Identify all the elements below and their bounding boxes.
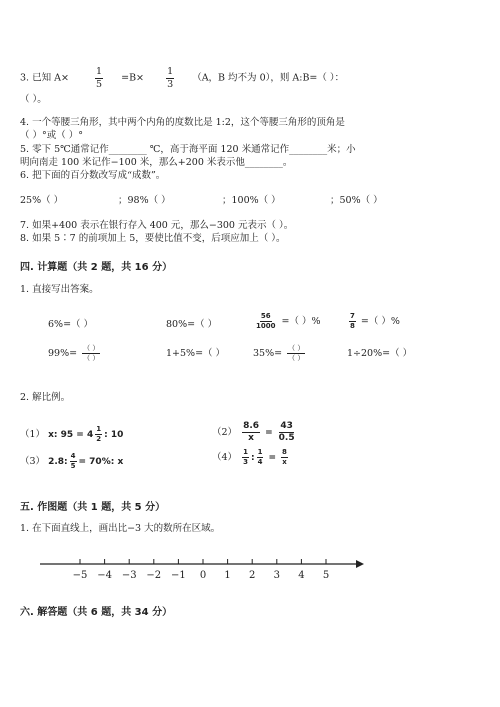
q3-prefix: 3. 已知 A× xyxy=(20,72,69,84)
p1-num: 1 xyxy=(96,425,102,433)
tick-label: −5 xyxy=(72,570,88,581)
f4-num: 7 xyxy=(350,312,355,320)
p4-label: （4） xyxy=(212,452,238,463)
q6-line1: 6. 把下面的百分数改写成“成数”。 xyxy=(20,170,166,181)
tick-label: 1 xyxy=(224,570,231,581)
paren-den: （ ） xyxy=(83,354,100,362)
q5-line1: 5. 零下 5℃通常记作________ ℃，高于海平面 120 米通常记作________米；小 xyxy=(20,144,356,155)
section-5-title: 五. 作图题（共 1 题，共 5 分） xyxy=(20,502,166,513)
q6-item-98: ；98%（ ） xyxy=(118,195,171,206)
tick-label: −4 xyxy=(97,570,112,581)
p2-label: （2） xyxy=(212,427,238,438)
q3-fraction-1 xyxy=(95,67,103,89)
sec4-q1: 1. 直接写出答案。 xyxy=(20,284,99,295)
f3-num: 56 xyxy=(260,312,271,320)
q3-fraction-2 xyxy=(166,67,174,89)
p4-f1-num: 1 xyxy=(243,448,248,456)
calc-99-fraction xyxy=(82,345,100,362)
proportion-3 xyxy=(20,453,123,470)
number-line-ticks xyxy=(73,559,330,581)
calc-6pct: 6%=（ ） xyxy=(48,319,94,330)
f4-den: 8 xyxy=(350,322,355,330)
p4-frac-1 xyxy=(242,449,249,466)
p1-mixed-frac xyxy=(95,426,102,443)
tick-label: −1 xyxy=(171,570,186,581)
q4-line1: 4. 一个等腰三角形，其中两个内角的度数比是 1:2，这个等腰三角形的顶角是 xyxy=(20,117,345,128)
q6-item-25: 25%（ ） xyxy=(20,195,64,206)
p3-num: 4 xyxy=(70,452,76,460)
q3-f1-num: 1 xyxy=(96,66,103,77)
q4-line2: （ ）°或（ ）° xyxy=(20,130,84,141)
p2-f1-den: x xyxy=(248,433,254,443)
calc-35pct xyxy=(253,345,307,362)
calc-56-tail: =（ ）% xyxy=(281,316,321,327)
q3-line2: （ ）。 xyxy=(20,94,47,105)
calc-1div20pct: 1÷20%=（ ） xyxy=(347,348,413,359)
tick-label: −3 xyxy=(121,570,137,581)
sec5-q1: 1. 在下面直线上，画出比−3 大的数所在区域。 xyxy=(20,523,221,534)
calc-99pct xyxy=(48,345,102,362)
proportion-1 xyxy=(20,426,123,443)
q3-suffix: （A，B 均不为 0），则 A:B=（ ）： xyxy=(192,72,345,84)
paren-den: （ ） xyxy=(288,354,305,362)
p2-frac-2 xyxy=(278,422,296,443)
calc-7-tail: =（ ）% xyxy=(360,316,400,327)
calc-1plus5pct: 1+5%=（ ） xyxy=(166,348,226,359)
proportion-4 xyxy=(212,449,290,466)
q3-mid: =B× xyxy=(121,72,145,84)
q3-f2-num: 1 xyxy=(167,66,174,77)
tick-label: 5 xyxy=(322,570,330,581)
q7-line: 7. 如果+400 表示在银行存入 400 元，那么−300 元表示（ ）。 xyxy=(20,220,294,231)
q8-line: 8. 如果 5∶7 的前项加上 5，要使比值不变，后项应加上（ ）。 xyxy=(20,233,286,244)
p4-colon: : xyxy=(250,453,255,463)
p4-f3-den: x xyxy=(282,458,287,466)
q5-line2: 明向南走 100 米记作−100 米，那么+200 米表示他________。 xyxy=(20,157,293,168)
q3-f2-den: 3 xyxy=(167,78,174,90)
f3-den: 1000 xyxy=(256,322,276,330)
p3-b: = 70%: x xyxy=(78,457,124,467)
number-line xyxy=(0,548,500,588)
section-6-title: 六. 解答题（共 6 题，共 34 分） xyxy=(20,607,173,618)
p3-den: 5 xyxy=(70,462,76,470)
p4-frac-3 xyxy=(281,449,288,466)
p4-frac-2 xyxy=(257,449,264,466)
p4-eq: = xyxy=(268,453,277,463)
p3-label: （3） xyxy=(20,456,46,467)
tick-label: 3 xyxy=(273,570,280,581)
paren-num: （ ） xyxy=(288,344,305,352)
tick-label: −2 xyxy=(146,570,162,581)
p3-a: 2.8: xyxy=(48,457,68,467)
p1-den: 2 xyxy=(96,435,102,443)
p4-f2-den: 4 xyxy=(257,458,263,466)
p2-frac-1 xyxy=(242,422,260,443)
p2-eq: = xyxy=(265,428,273,438)
tick-label: 2 xyxy=(249,570,256,581)
tick-label: 0 xyxy=(199,570,207,581)
p2-f1-num: 8.6 xyxy=(243,421,260,431)
calc-7-over-8 xyxy=(347,313,400,330)
p4-f3-num: 8 xyxy=(282,448,287,456)
calc-80pct: 80%=（ ） xyxy=(166,319,218,330)
sec4-q2: 2. 解比例。 xyxy=(20,392,71,403)
q3-line1 xyxy=(20,67,344,89)
tick-label: 4 xyxy=(298,570,305,581)
q6-item-100: ；100%（ ） xyxy=(222,195,281,206)
calc-56-over-1000 xyxy=(253,313,321,330)
section-4-title: 四. 计算题（共 2 题，共 16 分） xyxy=(20,262,173,273)
p4-f1-den: 3 xyxy=(243,458,248,466)
p3-frac xyxy=(70,453,77,470)
proportion-2 xyxy=(212,422,298,443)
p1-label: （1） xyxy=(20,429,46,440)
calc-99-label: 99%= xyxy=(48,348,78,359)
p1-a: x: 95 = 4 xyxy=(48,430,94,440)
p4-f2-num: 1 xyxy=(257,448,263,456)
p2-f2-num: 43 xyxy=(280,421,293,431)
calc-35-fraction xyxy=(287,345,305,362)
paren-num: （ ） xyxy=(83,344,100,352)
number-line-arrow xyxy=(356,560,364,568)
p1-b: : 10 xyxy=(104,430,124,440)
calc-fraction-56-1000 xyxy=(255,313,276,330)
calc-35-label: 35%= xyxy=(253,348,283,359)
q3-f1-den: 5 xyxy=(96,78,103,90)
q6-item-50: ；50%（ ） xyxy=(330,195,383,206)
p2-f2-den: 0.5 xyxy=(278,433,295,443)
calc-fraction-7-8 xyxy=(349,313,356,330)
